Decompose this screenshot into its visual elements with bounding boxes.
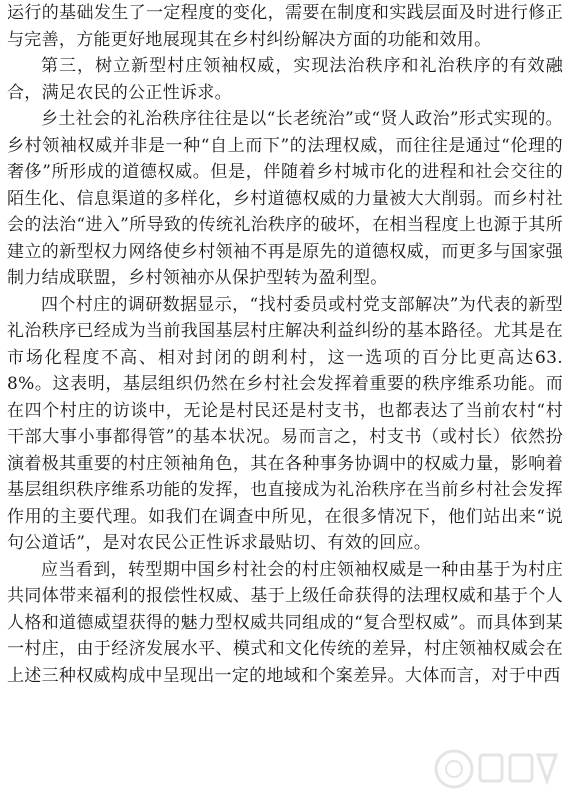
watermark-logo bbox=[432, 741, 562, 797]
body-text bbox=[7, 0, 563, 689]
paragraph-survey-data: 四个村庄的调研数据显示，“找村委员或村党支部解决”为代表的新型礼治秩序已经成为当前我国基层村庄解决利益纠纷的基本路径。尤其是在市场化程度不高、相对封闭的朗利村，这一选项的百分比更高达63.8%。这表明，基层组织仍然在乡村社会发挥着重要的秩序维系功能。而在四个村庄的访谈中，无论是村民还是村支书，也都表达了当前农村“村干部大事小事都得管”的基本状况。易而言之，村支书（或村长）依然扮演着极其重要的村庄领袖角色，其在各种事务协调中的权威力量，影响着基层组织秩序维系功能的发挥，也直接成为礼治秩序在当前乡村社会发挥作用的主要代理。如我们在调查中所见，在很多情况下，他们站出来“说句公道话”，是对农民公正性诉求最贴切、有效的回应。 bbox=[7, 294, 563, 553]
paragraph-composite-authority: 应当看到，转型期中国乡村社会的村庄领袖权威是一种由基于为村庄共同体带来福利的报偿性权威、基于上级任命获得的法理权威和基于个人人格和道德威望获得的魅力型权威共同组成的“复合型权威”。而具体到某一村庄，由于经济发展水平、模式和文化传统的差异，村庄领袖权威会在上述三种权威构成中呈现出一定的地域和个案差异。大体而言，对于中西 bbox=[7, 559, 563, 686]
paragraph-rite-order: 乡土社会的礼治秩序往往是以“长老统治”或“贤人政治”形式实现的。乡村领袖权威并非是一种“自上而下”的法理权威，而往往是通过“伦理的奢侈”所形成的道德权威。但是，伴随着乡村城市化的进程和社会交往的陌生化、信息渠道的多样化，乡村道德权威的力量被大大削弱。而乡村社会的法治“进入”所导致的传统礼治秩序的破坏，在相当程度上也源于其所建立的新型权力网络使乡村领袖不再是原先的道德权威，而更多与国家强制力结成联盟，乡村领袖亦从保护型转为盈利型。 bbox=[7, 109, 563, 288]
paragraph-continuation: 运行的基础发生了一定程度的变化，需要在制度和实践层面及时进行修正与完善，方能更好地展现其在乡村纠纷解决方面的功能和效用。 bbox=[7, 3, 563, 50]
paragraph-point-three: 第三，树立新型村庄领袖权威，实现法治秩序和礼治秩序的有效融合，满足农民的公正性诉求。 bbox=[7, 56, 563, 103]
